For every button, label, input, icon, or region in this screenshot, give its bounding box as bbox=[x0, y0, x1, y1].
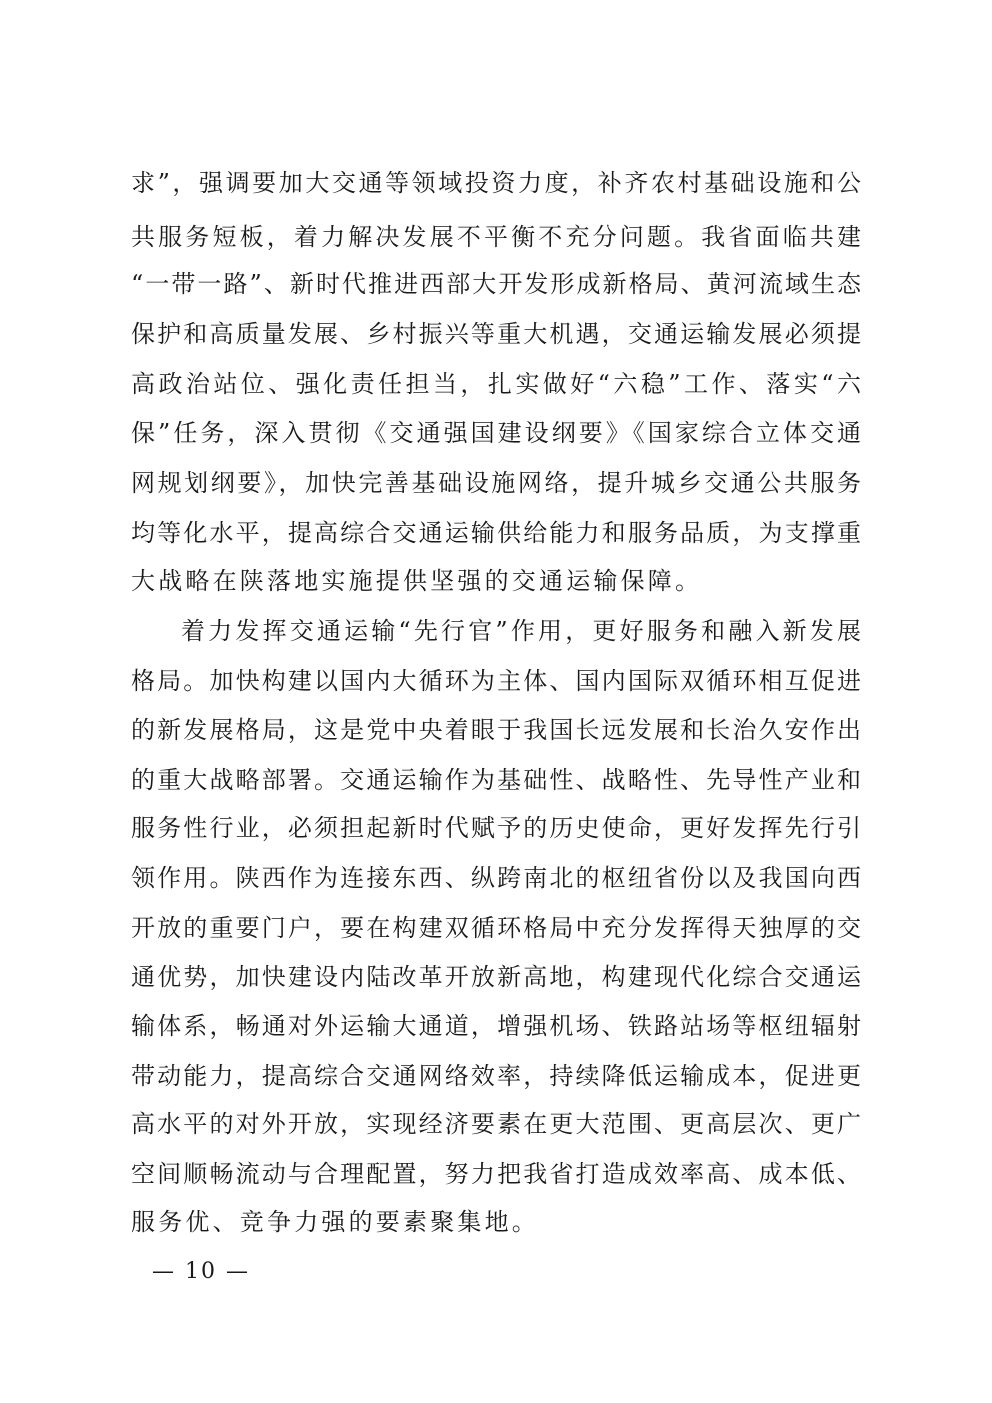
text-line: 高政治站位、强化责任担当，扎实做好“六稳”工作、落实“六 bbox=[131, 370, 861, 398]
text-line: 大战略在陕落地实施提供坚强的交通运输保障。 bbox=[131, 567, 703, 595]
text-line: 网规划纲要》，加快完善基础设施网络，提升城乡交通公共服务 bbox=[131, 469, 861, 497]
text-line: 的新发展格局，这是党中央着眼于我国长远发展和长治久安作出 bbox=[131, 716, 861, 744]
text-line: 空间顺畅流动与合理配置，努力把我省打造成效率高、成本低、 bbox=[131, 1160, 861, 1188]
text-line: 领作用。陕西作为连接东西、纵跨南北的枢纽省份以及我国向西 bbox=[131, 864, 861, 892]
text-line: 保护和高质量发展、乡村振兴等重大机遇，交通运输发展必须提 bbox=[131, 320, 861, 348]
text-line: 均等化水平，提高综合交通运输供给能力和服务品质，为支撑重 bbox=[131, 519, 861, 547]
text-line: 服务优、竞争力强的要素聚集地。 bbox=[131, 1208, 539, 1236]
text-line: 的重大战略部署。交通运输作为基础性、战略性、先导性产业和 bbox=[131, 766, 861, 794]
text-line: 服务性行业，必须担起新时代赋予的历史使命，更好发挥先行引 bbox=[131, 814, 861, 842]
text-line: 保”任务，深入贯彻《交通强国建设纲要》《国家综合立体交通 bbox=[131, 419, 861, 447]
text-line: 输体系，畅通对外运输大通道，增强机场、铁路站场等枢纽辐射 bbox=[131, 1012, 861, 1040]
text-line: 格局。加快构建以国内大循环为主体、国内国际双循环相互促进 bbox=[131, 667, 861, 695]
page-number: — 10 — bbox=[152, 1259, 250, 1284]
text-line: 高水平的对外开放，实现经济要素在更大范围、更高层次、更广 bbox=[131, 1110, 861, 1138]
text-line: 着力发挥交通运输“先行官”作用，更好服务和融入新发展 bbox=[181, 617, 861, 645]
text-line: 开放的重要门户，要在构建双循环格局中充分发挥得天独厚的交 bbox=[131, 914, 861, 942]
text-line: 带动能力，提高综合交通网络效率，持续降低运输成本，促进更 bbox=[131, 1062, 861, 1090]
text-line: 求”，强调要加大交通等领域投资力度，补齐农村基础设施和公 bbox=[131, 169, 861, 197]
text-line: 通优势，加快建设内陆改革开放新高地，构建现代化综合交通运 bbox=[131, 963, 861, 991]
text-line: 共服务短板，着力解决发展不平衡不充分问题。我省面临共建 bbox=[131, 223, 861, 251]
text-line: “一带一路”、新时代推进西部大开发形成新格局、黄河流域生态 bbox=[131, 270, 861, 298]
